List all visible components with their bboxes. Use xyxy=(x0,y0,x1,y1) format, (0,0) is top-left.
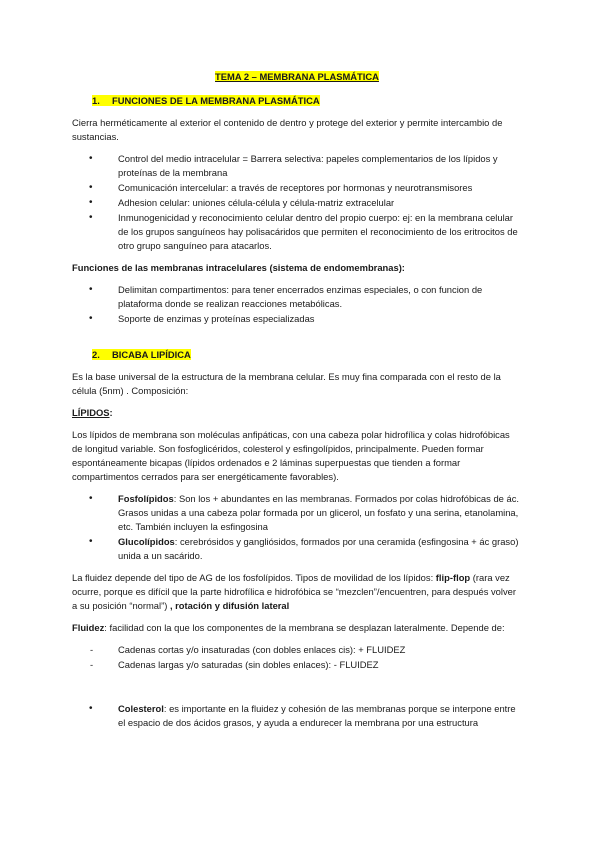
fluidez-definition: Fluidez: facilidad con la que los componentes de la membrana se desplazan lateralmente. Depende de: xyxy=(72,622,505,633)
bullet-icon: • xyxy=(89,212,93,223)
list-item: • Colesterol: es importante en la fluidez y cohesión de las membranas porque se interpone entre el espacio de dos ácidos grasos, y ayuda a endurecer la membrana por una estructura xyxy=(89,703,516,728)
section-2-heading: 2. BICABA LIPÍDICA xyxy=(92,349,191,360)
list-item: • Comunicación intercelular: a través de receptores por hormonas y neurotransmisores xyxy=(89,182,473,193)
lipids-heading: LÍPIDOS: xyxy=(72,407,113,418)
bullet-icon: • xyxy=(89,703,93,714)
list-item: - Cadenas cortas y/o insaturadas (con dobles enlaces cis): + FLUIDEZ xyxy=(90,644,406,655)
list-item: • Adhesion celular: uniones célula-célula y célula-matriz extracelular xyxy=(89,197,395,208)
bullet-icon: • xyxy=(89,536,93,547)
section-2-intro: Es la base universal de la estructura de la membrana celular. Es muy fina comparada con el resto de la célula (5nm) . Composición: xyxy=(72,371,501,396)
dash-icon: - xyxy=(90,659,94,670)
lipids-paragraph: Los lípidos de membrana son moléculas anfipáticas, con una cabeza polar hidrofílica y colas hidrofóbicas de longitud variable. Son fosfoglicéridos, colesterol y esfingolípidos, principalmente. Pueden formar espontáneamente bicapas (lípidos ordenados e 2 láminas superpuestas que tienden a formar compartimentos cerrados para ser energéticamente favorables). xyxy=(72,429,510,482)
list-item: • Soporte de enzimas y proteínas especializadas xyxy=(89,313,315,324)
fluidez-factors-list xyxy=(72,643,522,672)
page-title: TEMA 2 – MEMBRANA PLASMÁTICA xyxy=(215,71,379,82)
list-item: • Control del medio intracelular = Barrera selectiva: papeles complementarios de los lípidos y proteínas de la membrana xyxy=(89,153,498,178)
bullet-icon: • xyxy=(89,153,93,164)
bullet-icon: • xyxy=(89,493,93,504)
section-1-heading: 1. FUNCIONES DE LA MEMBRANA PLASMÁTICA xyxy=(92,95,320,106)
functions-list xyxy=(72,152,522,253)
list-item: • Inmunogenicidad y reconocimiento celular dentro del propio cuerpo: ej: en la membrana celular de los grupos sanguíneos hay polisacáridos que permiten el reconocimiento de los eritrocitos de otro grupo sanguíneo para atacarlos. xyxy=(89,212,518,251)
lipid-types-list xyxy=(72,492,522,563)
bullet-icon: • xyxy=(89,284,93,295)
list-item: • Fosfolípidos: Son los + abundantes en las membranas. Formados por colas hidrofóbicas de ác. Grasos unidas a una cabeza polar formada por un glicerol, un fosfato y una serina, etanolamina, etc. También incluyen la esfingosina xyxy=(89,493,519,532)
fluidity-paragraph: La fluidez depende del tipo de AG de los fosfolípidos. Tipos de movilidad de los lípidos: flip-flop (rara vez ocurre, porque es difícil que la parte hidrofílica e hidrofóbica se “mezclen”/encuentren, para después volver a su posición “normal”) , rotación y difusión lateral xyxy=(72,572,516,611)
intracellular-heading: Funciones de las membranas intracelulares (sistema de endomembranas): xyxy=(72,262,405,273)
list-item: • Delimitan compartimentos: para tener encerrados enzimas especiales, o con funcion de plataforma donde se realizan reacciones metabólicas. xyxy=(89,284,483,309)
section-1-intro: Cierra herméticamente al exterior el contenido de dentro y protege del exterior y permite intercambio de sustancias. xyxy=(72,117,503,142)
list-item: - Cadenas largas y/o saturadas (sin dobles enlaces): - FLUIDEZ xyxy=(90,659,379,670)
bullet-icon: • xyxy=(89,197,93,208)
list-item: • Glucolípidos: cerebrósidos y gangliósidos, formados por una ceramida (esfingosina + ác graso) unida a un sacárido. xyxy=(89,536,519,561)
dash-icon: - xyxy=(90,644,94,655)
bullet-icon: • xyxy=(89,313,93,324)
colesterol-list xyxy=(72,702,522,730)
bullet-icon: • xyxy=(89,182,93,193)
intracellular-list xyxy=(72,283,522,326)
